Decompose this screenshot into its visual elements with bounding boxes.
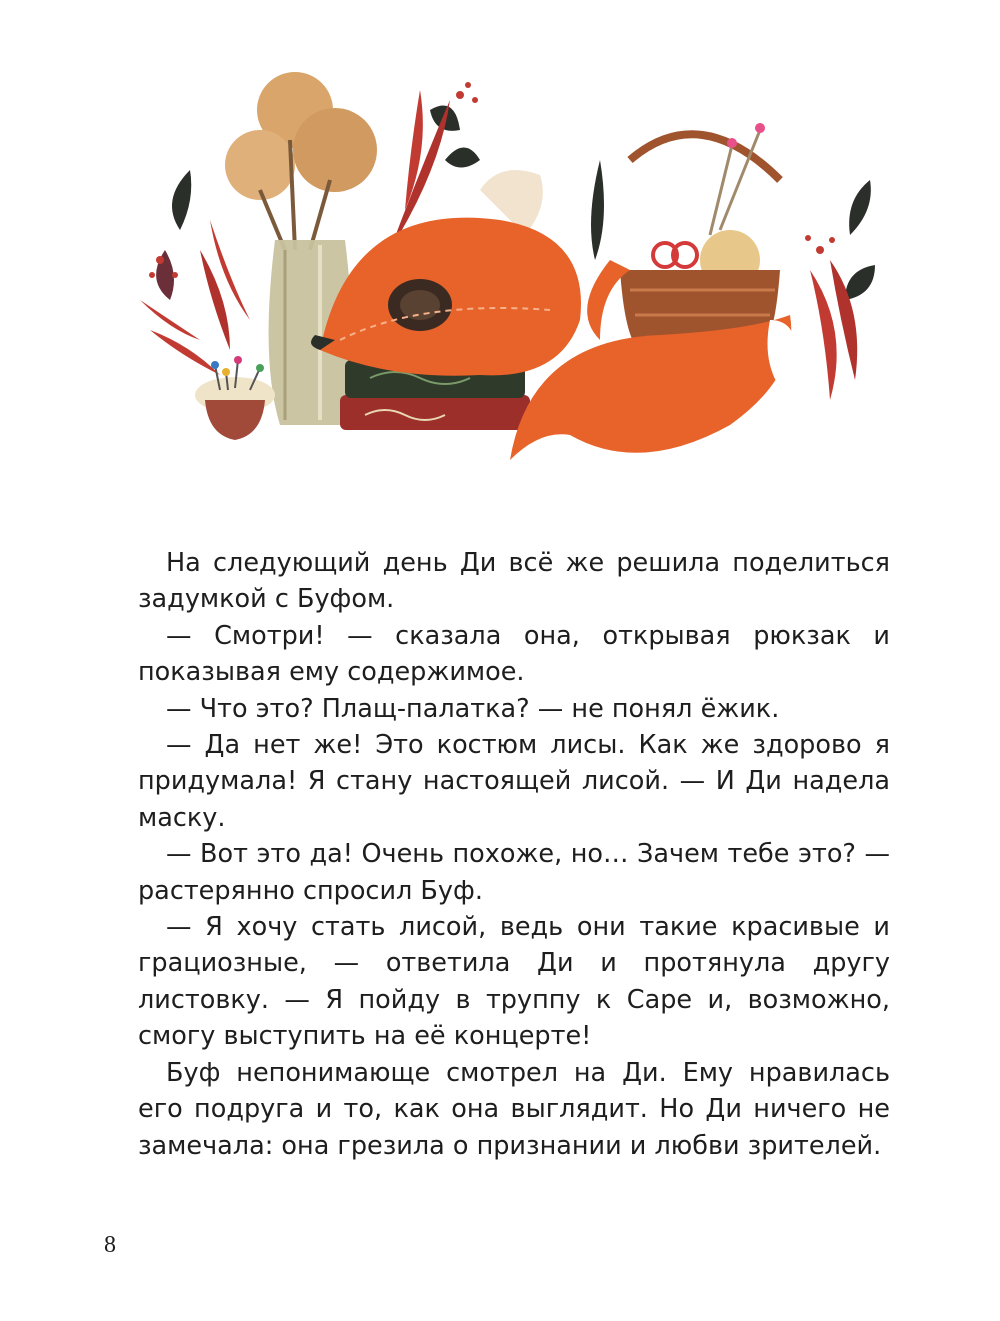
paragraph: — Я хочу стать лисой, ведь они такие красивые и грациозные, — ответила Ди и протянула другу листовку. — Я пойду в труппу к Саре и, возможно, смогу выступить на её концерте! [138,912,890,1052]
paragraph: Буф непонимающе смотрел на Ди. Ему нравилась его подруга и то, как она выглядит. Но Ди ничего не замечала: она грезила о признании и любви зрителей. [138,1057,890,1161]
fox-costume [311,170,581,376]
knitting-basket [587,123,780,350]
paragraph: — Смотри! — сказала она, открывая рюкзак и показывая ему содержимое. [138,620,890,688]
paragraph: — Что это? Плащ-палатка? — не понял ёжик. [166,693,780,724]
paragraph: — Вот это да! Очень похоже, но… Зачем тебе это? — растерянно спросил Буф. [138,839,890,906]
paragraph: На следующий день Ди всё же решила поделиться задумкой с Буфом. [138,548,890,615]
fox-costume-illustration [120,70,880,470]
pin-cushion [195,356,275,440]
story-text [138,545,890,1164]
paragraph: — Да нет же! Это костюм лисы. Как же здорово я придумала! Я стану настоящей лисой. — И Ди надела маску. [138,730,890,833]
page-number: 8 [104,1232,116,1258]
leaves-left-decoration [140,170,250,375]
